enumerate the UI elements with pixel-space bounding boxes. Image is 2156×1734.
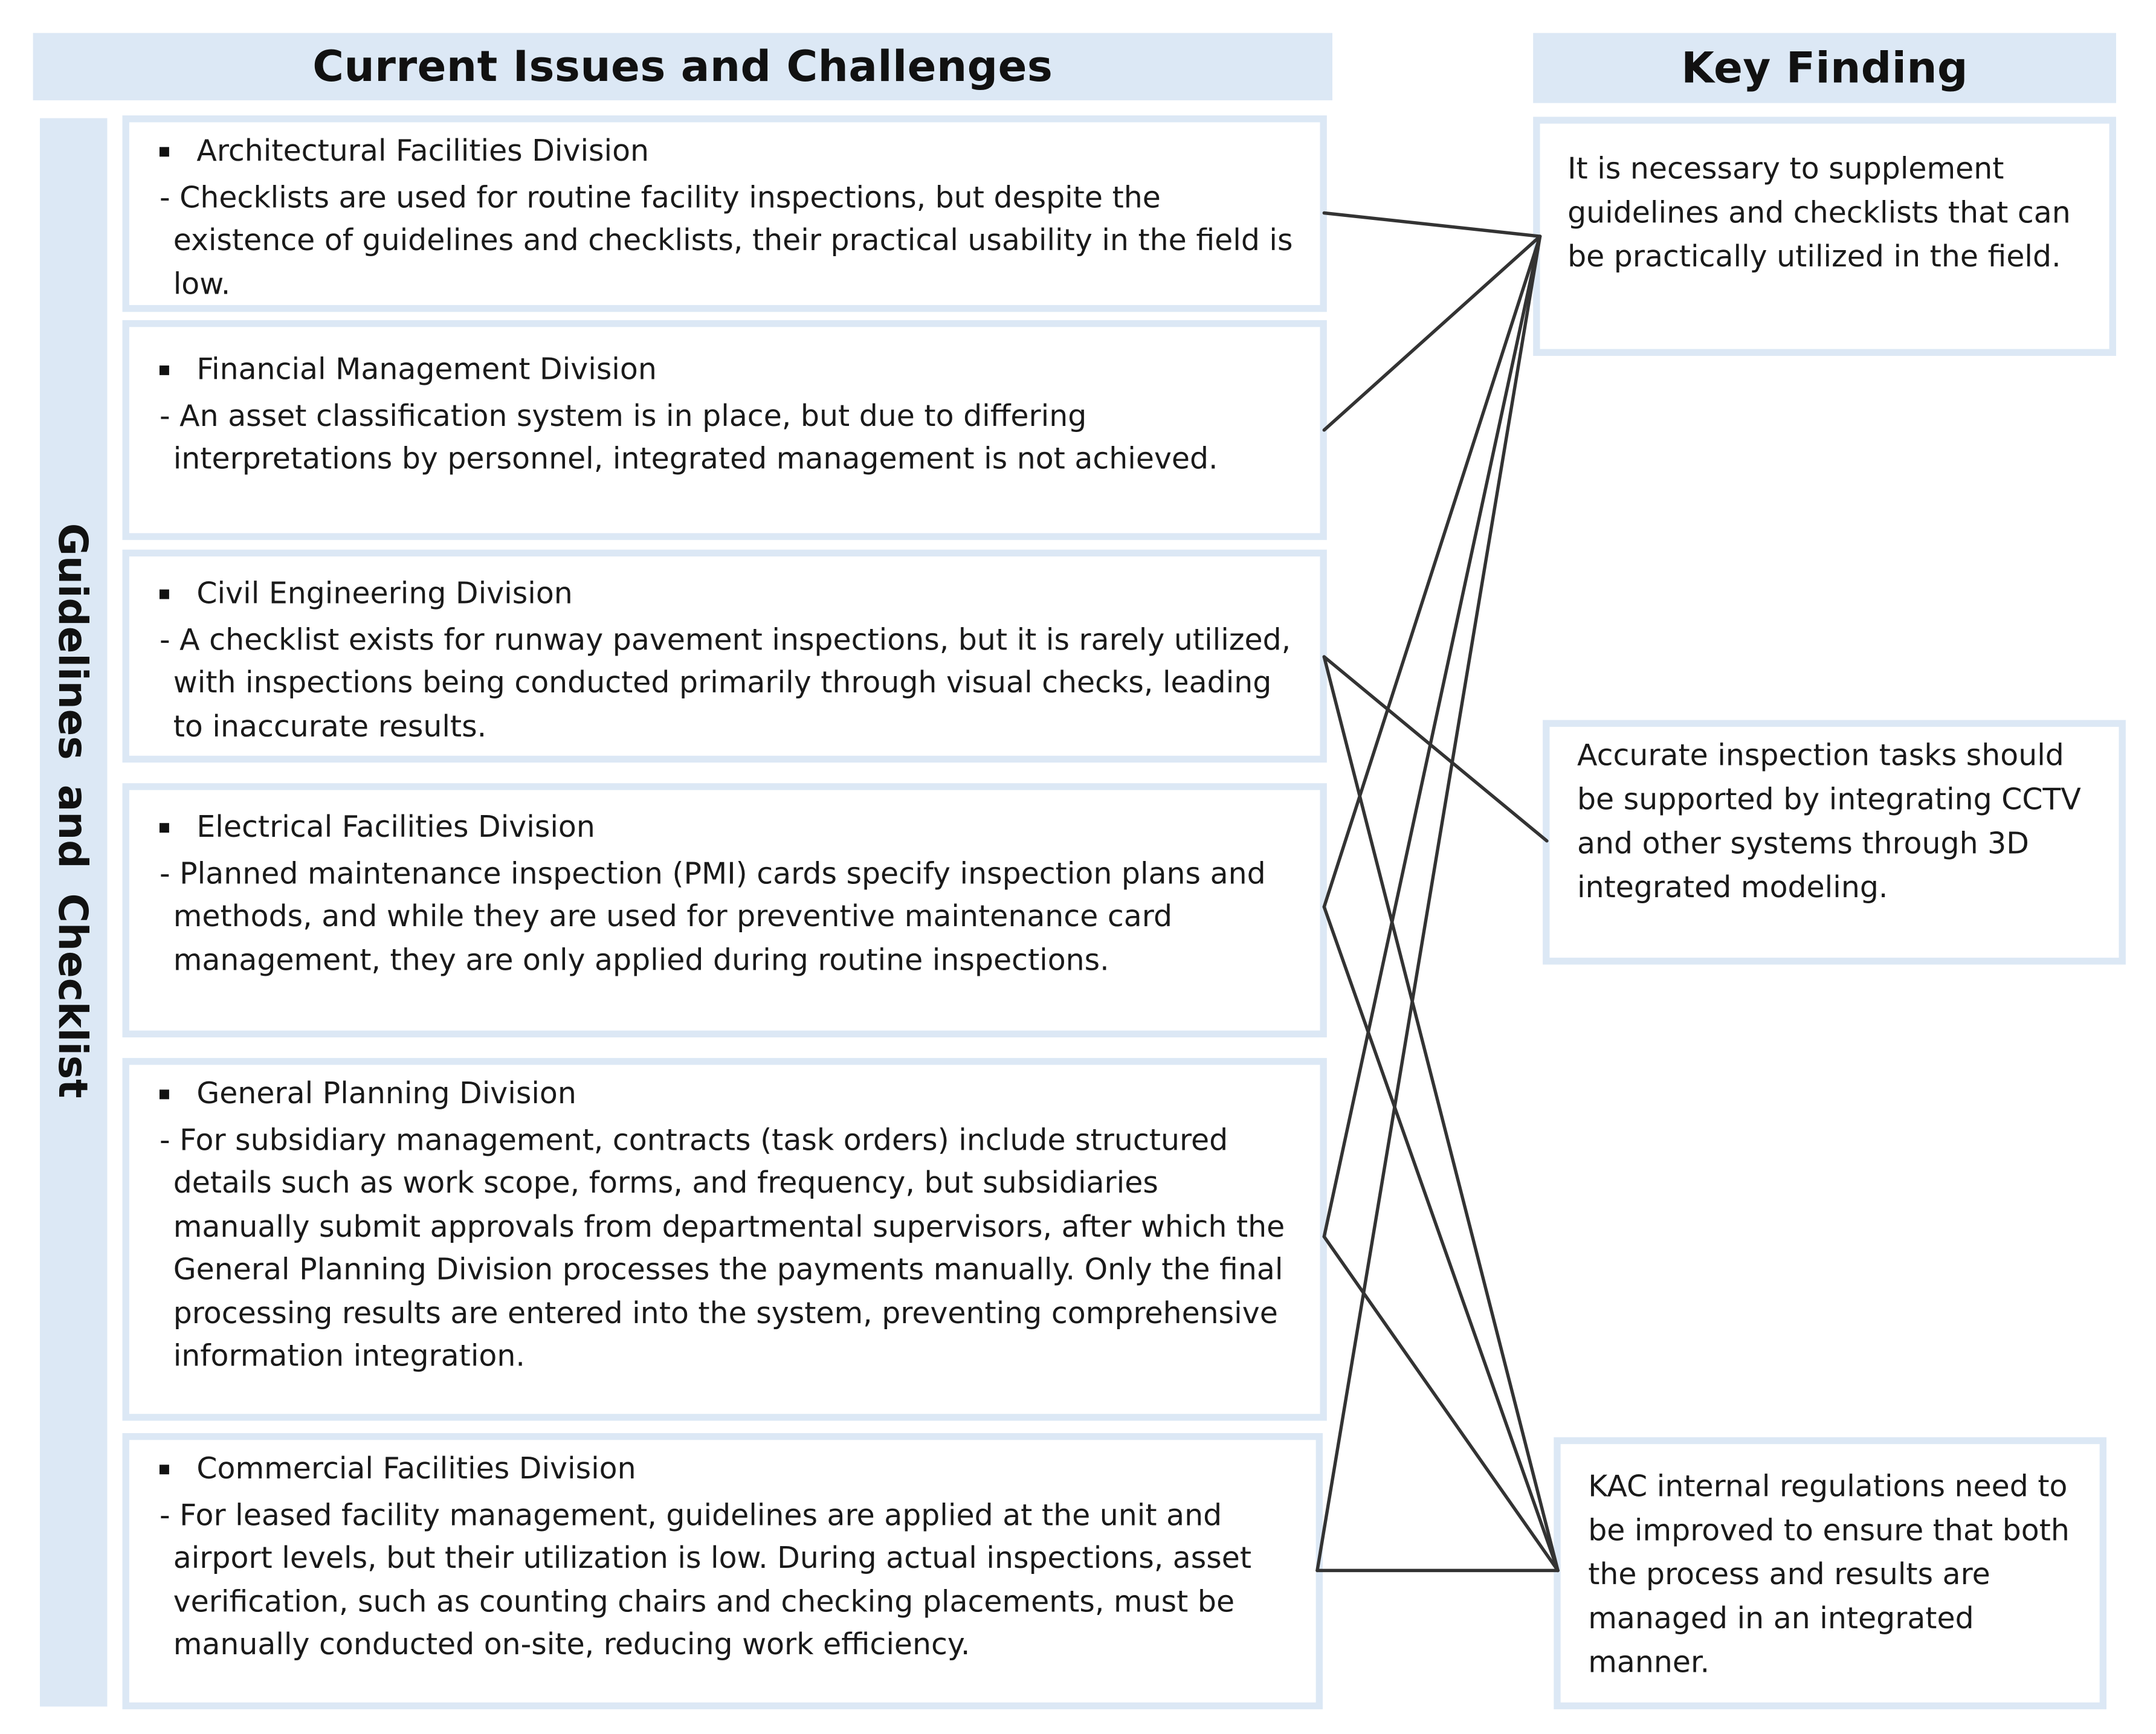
issue-title: Architectural Facilities Division (196, 134, 650, 169)
issue-box-electrical (123, 783, 1327, 1037)
finding-box-integration (1543, 720, 2126, 965)
bullet-icon (160, 366, 169, 376)
bullet-icon (160, 823, 169, 833)
finding-text: KAC internal regulations need to be improved to ensure that both the process and results are managed in an integrated manner. (1588, 1470, 2070, 1681)
issue-box-architectural (123, 115, 1327, 312)
connector-commercial-to-guidelines (1317, 236, 1540, 1570)
issue-description: - For leased facility management, guidelines are applied at the unit and airport levels, but their utilization is low. During actual inspections, asset verification, such as counting chairs and checking placements, must be manually conducted on-site, reducing work efficiency. (159, 1498, 1252, 1663)
connector-civil-to-regulations (1324, 657, 1558, 1570)
finding-text: Accurate inspection tasks should be supported by integrating CCTV and other systems through 3D integrated modeling. (1577, 739, 2081, 906)
issue-description: - Planned maintenance inspection (PMI) cards specify inspection plans and methods, and while they are used for preventive maintenance card management, they are only applied during routine inspections. (159, 856, 1266, 978)
connector-general-to-guidelines (1324, 236, 1540, 1237)
issue-title: Civil Engineering Division (196, 577, 573, 612)
issue-title: Electrical Facilities Division (196, 810, 595, 845)
bullet-icon (160, 1090, 169, 1100)
issue-box-financial (123, 320, 1327, 540)
finding-box-regulations (1554, 1437, 2106, 1709)
bullet-icon (160, 590, 169, 599)
issue-title: Financial Management Division (196, 353, 657, 388)
issues-header: Current Issues and Challenges (33, 33, 1332, 100)
finding-text: It is necessary to supplement guidelines and checklists that can be practically utilized in the field. (1567, 152, 2071, 275)
bullet-icon (160, 1465, 169, 1475)
connector-electrical-to-guidelines (1324, 236, 1540, 907)
connector-financial-to-guidelines (1324, 236, 1540, 430)
issue-title: General Planning Division (196, 1077, 576, 1112)
issue-description: - For subsidiary management, contracts (task orders) include structured details such as work scope, forms, and frequency, but subsidiaries manually submit approvals from departmental supervisors, after which the General Planning Division processes the payments manually. Only the final processing results are entered into the system, preventing comprehensive information integration. (159, 1123, 1285, 1375)
connector-civil-to-integration (1324, 657, 1547, 841)
findings-header: Key Finding (1533, 33, 2116, 103)
connector-architectural-to-guidelines (1324, 213, 1540, 237)
issue-box-commercial (123, 1433, 1323, 1709)
issue-description: - An asset classification system is in place, but due to differing interpretations by personnel, integrated management is not achieved. (159, 399, 1218, 477)
connector-general-to-regulations (1324, 1237, 1558, 1571)
issue-box-civil (123, 550, 1327, 763)
issue-description: - A checklist exists for runway pavement inspections, but it is rarely utilized, with inspections being conducted primarily through visual checks, leading to inaccurate results. (159, 623, 1291, 744)
issue-box-general (123, 1058, 1327, 1420)
category-label: Guidelines and Checklist (49, 523, 97, 1098)
issue-title: Commercial Facilities Division (196, 1452, 636, 1487)
connector-electrical-to-regulations (1324, 907, 1558, 1570)
bullet-icon (160, 147, 169, 157)
issue-description: - Checklists are used for routine facility inspections, but despite the existence of guidelines and checklists, their practical usability in the field is low. (159, 181, 1293, 302)
finding-box-guidelines (1533, 117, 2116, 356)
